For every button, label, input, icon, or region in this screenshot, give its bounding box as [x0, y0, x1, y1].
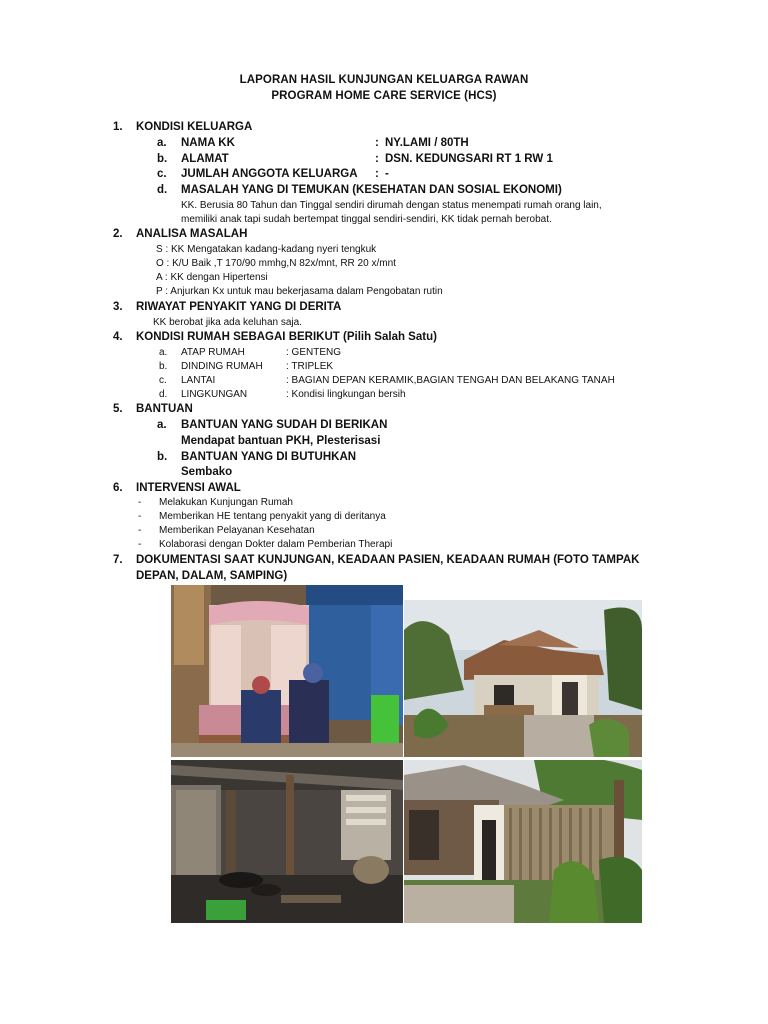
section1-item-c-label: JUMLAH ANGGOTA KELUARGA [181, 168, 358, 180]
bantuan-a-value: Mendapat bantuan PKH, Plesterisasi [181, 435, 381, 447]
photo-house-front [404, 600, 642, 757]
section1-item-b-label: ALAMAT [181, 153, 229, 165]
intervensi-item: Kolaborasi dengan Dokter dalam Pemberian Therapi [159, 539, 393, 550]
section2-title: ANALISA MASALAH [136, 228, 248, 240]
bantuan-a-title: BANTUAN YANG SUDAH DI BERIKAN [181, 419, 388, 431]
intervensi-item: Memberikan HE tentang penyakit yang di deritanya [159, 511, 386, 522]
masalah-text-line2: memiliki anak tapi sudah bertempat tinggal sendiri-sendiri, KK tidak pernah berobat. [181, 214, 552, 225]
section6-number: 6. [113, 482, 123, 494]
rumah-item-c-value: : BAGIAN DEPAN KERAMIK,BAGIAN TENGAH DAN BELAKANG TANAH [286, 375, 615, 386]
bantuan-a-letter: a. [157, 419, 167, 431]
rumah-item-d-letter: d. [159, 389, 168, 400]
section1-item-d-label: MASALAH YANG DI TEMUKAN (KESEHATAN DAN SOSIAL EKONOMI) [181, 184, 562, 196]
intervensi-bullet: - [138, 525, 142, 536]
report-title-line2: PROGRAM HOME CARE SERVICE (HCS) [271, 90, 497, 102]
section1-item-b-value: DSN. KEDUNGSARI RT 1 RW 1 [385, 153, 553, 165]
report-title-line1: LAPORAN HASIL KUNJUNGAN KELUARGA RAWAN [239, 74, 529, 86]
intervensi-bullet: - [138, 511, 142, 522]
rumah-item-c-letter: c. [159, 375, 167, 386]
section1-number: 1. [113, 121, 123, 133]
riwayat-text: KK berobat jika ada keluhan saja. [153, 317, 302, 328]
section1-item-a-value: NY.LAMI / 80TH [385, 137, 469, 149]
intervensi-bullet: - [138, 497, 142, 508]
section1-item-c-value: - [385, 168, 389, 180]
section4-title: KONDISI RUMAH SEBAGAI BERIKUT (Pilih Salah Satu) [136, 331, 437, 343]
intervensi-item: Melakukan Kunjungan Rumah [159, 497, 293, 508]
section7-title-line2: DEPAN, DALAM, SAMPING) [136, 570, 288, 582]
section3-title: RIWAYAT PENYAKIT YANG DI DERITA [136, 301, 342, 313]
rumah-item-a-value: : GENTENG [286, 347, 342, 358]
bantuan-b-title: BANTUAN YANG DI BUTUHKAN [181, 451, 357, 463]
rumah-item-a-label: ATAP RUMAH [181, 347, 245, 358]
section1-item-a-colon: : [375, 137, 379, 149]
rumah-item-c-label: LANTAI [181, 375, 216, 386]
intervensi-bullet: - [138, 539, 142, 550]
photo-interior-visit [171, 585, 403, 757]
rumah-item-b-letter: b. [159, 361, 168, 372]
masalah-text-line1: KK. Berusia 80 Tahun dan Tinggal sendiri dirumah dengan status menempati rumah orang lain, [181, 200, 602, 211]
photo-kitchen-inside [171, 760, 403, 923]
rumah-item-b-label: DINDING RUMAH [181, 361, 263, 372]
section4-number: 4. [113, 331, 123, 343]
rumah-item-d-label: LINGKUNGAN [181, 389, 248, 400]
section1-item-d-letter: d. [157, 184, 168, 196]
intervensi-item: Memberikan Pelayanan Kesehatan [159, 525, 315, 536]
bantuan-b-value: Sembako [181, 466, 233, 478]
section6-title: INTERVENSI AWAL [136, 482, 241, 494]
analisa-objective: O : K/U Baik ,T 170/90 mmhg,N 82x/mnt, RR 20 x/mnt [156, 258, 396, 269]
rumah-item-d-value: : Kondisi lingkungan bersih [286, 389, 406, 400]
section1-item-a-label: NAMA KK [181, 137, 235, 149]
section7-number: 7. [113, 554, 123, 566]
section1-item-a-letter: a. [157, 137, 167, 149]
section7-title-line1: DOKUMENTASI SAAT KUNJUNGAN, KEADAAN PASIEN, KEADAAN RUMAH (FOTO TAMPAK [136, 554, 640, 566]
section1-item-c-letter: c. [157, 168, 167, 180]
analisa-assessment: A : KK dengan Hipertensi [156, 272, 268, 283]
bantuan-b-letter: b. [157, 451, 168, 463]
section1-item-c-colon: : [375, 168, 379, 180]
photo-house-side [404, 760, 642, 923]
section1-item-b-colon: : [375, 153, 379, 165]
section1-title: KONDISI KELUARGA [136, 121, 253, 133]
rumah-item-b-value: : TRIPLEK [286, 361, 334, 372]
section3-number: 3. [113, 301, 123, 313]
section5-number: 5. [113, 403, 123, 415]
rumah-item-a-letter: a. [159, 347, 168, 358]
section5-title: BANTUAN [136, 403, 193, 415]
analisa-plan: P : Anjurkan Kx untuk mau bekerjasama dalam Pengobatan rutin [156, 286, 443, 297]
section2-number: 2. [113, 228, 123, 240]
analisa-subjective: S : KK Mengatakan kadang-kadang nyeri tengkuk [156, 244, 377, 255]
section1-item-b-letter: b. [157, 153, 168, 165]
